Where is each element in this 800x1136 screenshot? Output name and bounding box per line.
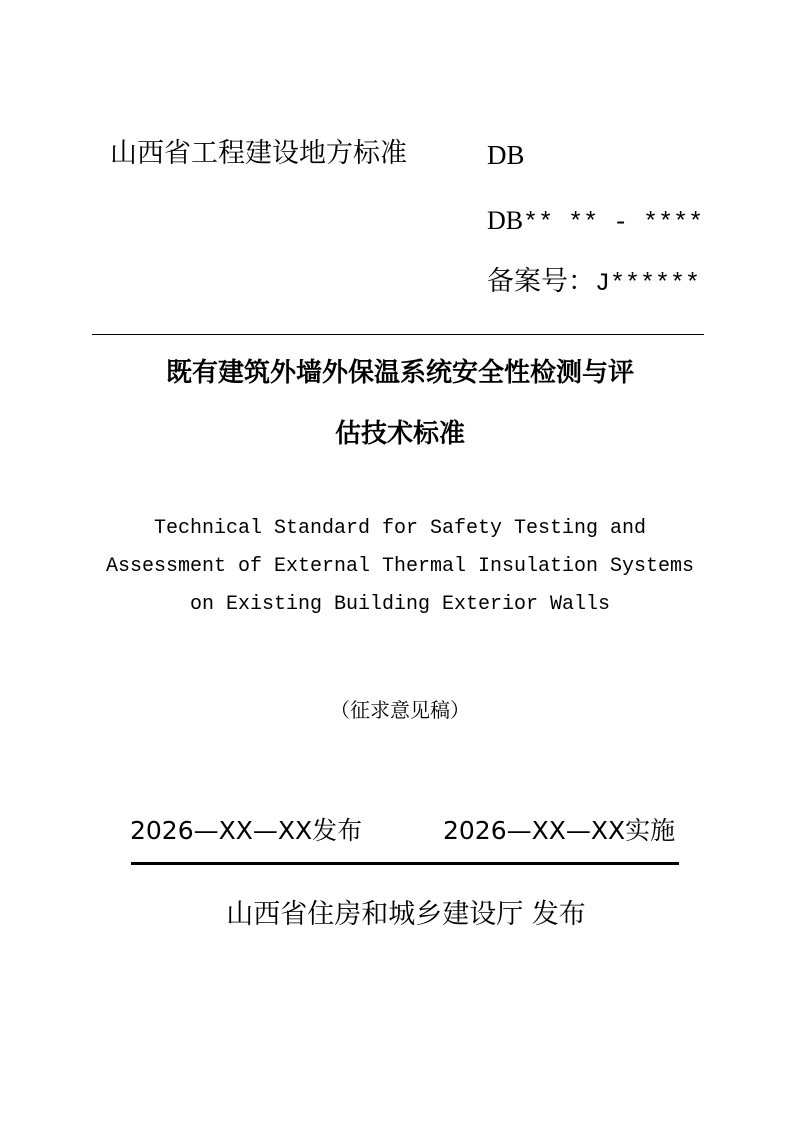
record-number-value: J****** bbox=[595, 269, 701, 298]
standard-number-prefix: DB bbox=[487, 206, 524, 235]
standard-category: 山西省工程建设地方标准 bbox=[110, 138, 407, 169]
chinese-title-line-1: 既有建筑外墙外保温系统安全性检测与评 bbox=[165, 358, 634, 388]
standard-number bbox=[487, 204, 703, 240]
record-number-label: 备案号： bbox=[487, 266, 595, 297]
top-divider bbox=[92, 334, 704, 335]
publisher: 山西省住房和城乡建设厅 发布 bbox=[226, 899, 586, 930]
implementation-date: 2026—XX—XX实施 bbox=[443, 816, 676, 845]
english-title-line-1: Technical Standard for Safety Testing and bbox=[153, 517, 647, 540]
english-title-line-2: Assessment of External Thermal Insulation Systems bbox=[105, 555, 695, 578]
record-number bbox=[487, 264, 700, 302]
english-title-line-3: on Existing Building Exterior Walls bbox=[189, 593, 611, 616]
issue-date: 2026—XX—XX发布 bbox=[130, 816, 363, 845]
bottom-divider bbox=[131, 862, 679, 865]
chinese-title-line-2: 估技术标准 bbox=[334, 419, 465, 449]
standard-code-prefix: DB bbox=[487, 140, 525, 170]
draft-status-note: （征求意见稿） bbox=[330, 698, 470, 722]
standard-number-value: ** ** - **** bbox=[523, 208, 704, 237]
